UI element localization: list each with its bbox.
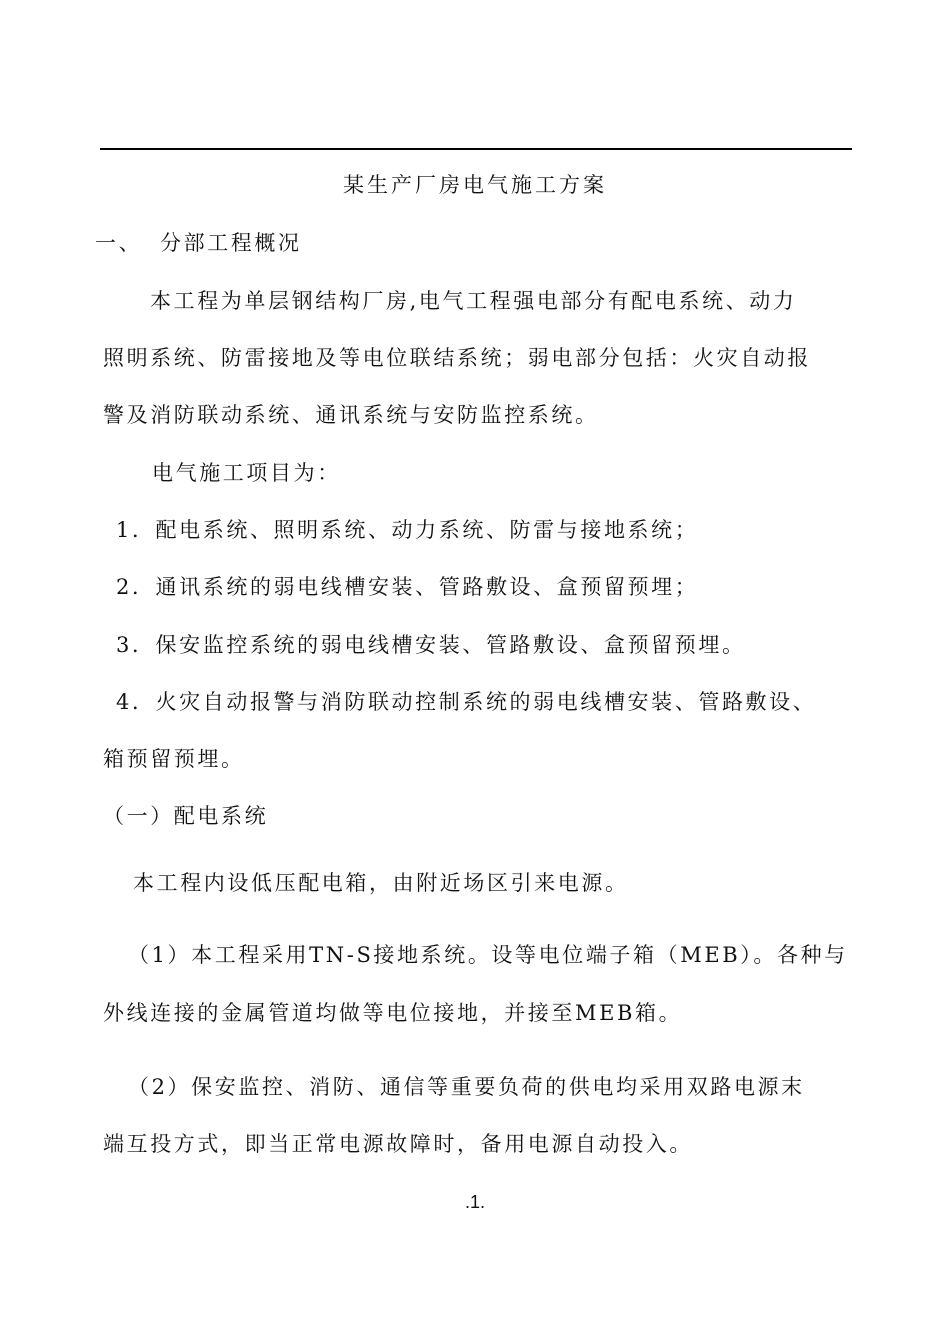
list-item-2: 2．通讯系统的弱电线槽安装、管路敷设、盒预留预埋； [116,575,699,599]
overview-line-1: 本工程为单层钢结构厂房,电气工程强电部分有配电系统、动力 [150,289,797,313]
section-title: 分部工程概况 [160,231,302,255]
subsection-title: （一）配电系统 [103,804,269,828]
point-1-line-2: 外线连接的金属管道均做等电位接地，并接至MEB箱。 [103,1001,683,1025]
point-2-line-2: 端互投方式，即当正常电源故障时，备用电源自动投入。 [103,1132,693,1156]
document-title: 某生产厂房电气施工方案 [343,173,607,197]
list-item-1: 1．配电系统、照明系统、动力系统、防雷与接地系统； [116,518,699,542]
section-number: 一、 [95,231,143,255]
list-item-4: 4．火灾自动报警与消防联动控制系统的弱电线槽安装、管路敷设、 [116,690,817,714]
items-intro: 电气施工项目为： [152,461,341,485]
header-rule [100,148,852,150]
list-item-4-continued: 箱预留预埋。 [103,747,245,771]
list-item-3: 3．保安监控系统的弱电线槽安装、管路敷设、盒预留预埋。 [116,633,746,657]
overview-line-2: 照明系统、防雷接地及等电位联结系统；弱电部分包括：火灾自动报 [103,346,811,370]
overview-line-3: 警及消防联动系统、通讯系统与安防监控系统。 [103,403,599,427]
distribution-intro: 本工程内设低压配电箱，由附近场区引来电源。 [133,871,629,895]
point-1-line-1: （1）本工程采用TN-S接地系统。设等电位端子箱（MEB）。各种与 [128,943,848,967]
page-number: .1. [464,1192,485,1212]
point-2-line-1: （2）保安监控、消防、通信等重要负荷的供电均采用双路电源末 [128,1075,805,1099]
